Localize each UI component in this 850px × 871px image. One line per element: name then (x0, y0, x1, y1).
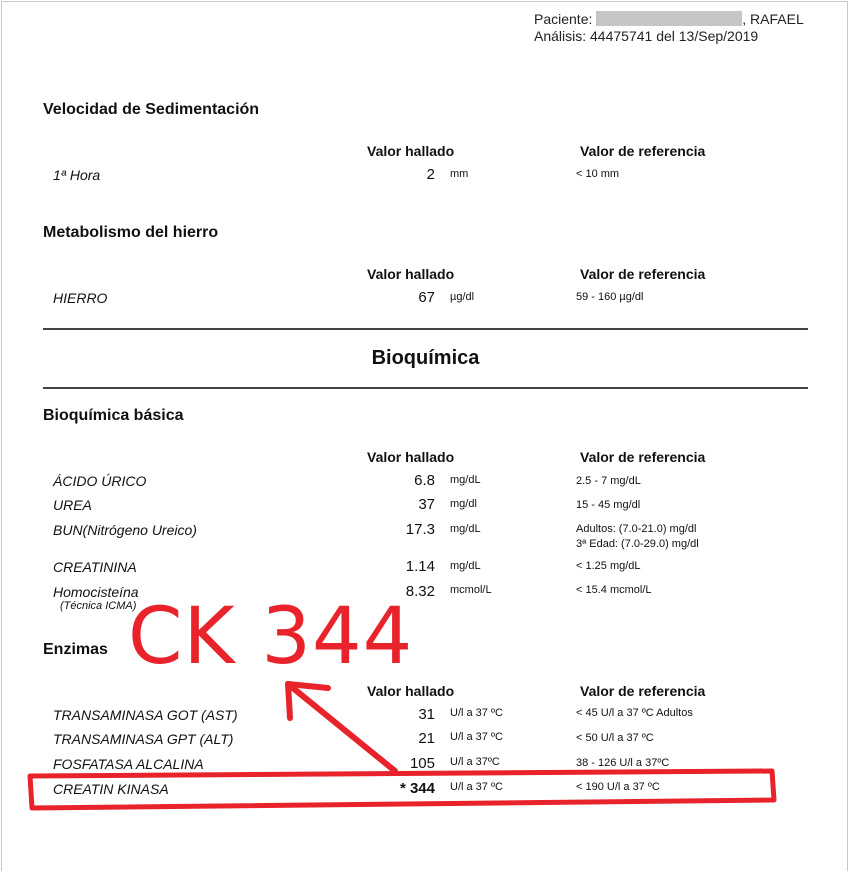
test-value: 8.32 (405, 583, 435, 600)
test-reference: < 190 U/l a 37 ºC (576, 781, 660, 793)
section-title-sedimentation: Velocidad de Sedimentación (43, 101, 260, 118)
test-reference-secondary: 3ª Edad: (7.0-29.0) mg/dl (576, 538, 699, 550)
test-name: TRANSAMINASA GPT (ALT) (53, 731, 234, 747)
patient-label: Paciente: (534, 11, 593, 27)
test-unit: mg/dL (450, 474, 481, 486)
test-name: BUN(Nitrógeno Ureico) (53, 522, 197, 538)
test-name: Homocisteína (53, 584, 139, 600)
section-title-iron: Metabolismo del hierro (43, 224, 219, 241)
analysis-line: Análisis: 44475741 del 13/Sep/2019 (534, 28, 759, 44)
test-unit: U/l a 37 ºC (450, 731, 503, 743)
test-value: 105 (409, 755, 435, 772)
test-name: FOSFATASA ALCALINA (53, 756, 204, 772)
test-value: 17.3 (405, 521, 435, 538)
test-name: ÁCIDO ÚRICO (53, 473, 147, 489)
test-name: TRANSAMINASA GOT (AST) (53, 707, 238, 723)
test-reference: < 15.4 mcmol/L (576, 584, 652, 596)
test-unit: U/l a 37ºC (450, 756, 500, 768)
patient-name: , RAFAEL (742, 11, 804, 27)
test-reference: < 50 U/l a 37 ºC (576, 732, 654, 744)
test-unit: mcmol/L (450, 584, 492, 596)
test-value: 6.8 (414, 472, 435, 489)
test-unit: mg/dl (450, 498, 477, 510)
test-unit: U/l a 37 ºC (450, 781, 503, 793)
test-unit: µg/dl (450, 291, 475, 303)
test-value: 1.14 (405, 558, 435, 575)
test-name: CREATININA (53, 559, 137, 575)
test-value: 31 (418, 706, 435, 723)
test-unit: mg/dL (450, 560, 481, 572)
col-header-value: Valor hallado (367, 143, 455, 159)
test-reference: 15 - 45 mg/dl (576, 499, 641, 511)
col-header-reference: Valor de referencia (580, 683, 706, 699)
test-reference: < 1.25 mg/dL (576, 560, 641, 572)
test-value: 21 (418, 730, 435, 747)
test-unit: mm (450, 168, 469, 180)
arrow-icon (288, 684, 395, 771)
highlight-box (30, 771, 774, 808)
test-name-flagged: CREATIN KINASA (53, 781, 169, 797)
col-header-value: Valor hallado (367, 683, 455, 699)
col-header-reference: Valor de referencia (580, 266, 706, 282)
col-header-value: Valor hallado (367, 449, 455, 465)
test-name: HIERRO (53, 290, 108, 306)
section-title-biochem-basic: Bioquímica básica (43, 407, 184, 424)
test-name: 1ª Hora (53, 167, 101, 183)
test-value: 2 (426, 166, 435, 183)
test-reference: 38 - 126 U/l a 37ºC (576, 757, 670, 769)
test-value: 67 (418, 289, 435, 306)
test-reference: 2.5 - 7 mg/dL (576, 475, 641, 487)
test-reference: < 45 U/l a 37 ºC Adultos (576, 707, 693, 719)
test-reference: < 10 mm (576, 168, 620, 180)
handwritten-annotation: CK 344 (128, 592, 414, 682)
test-value: 37 (418, 496, 435, 513)
section-title-enzymes: Enzimas (43, 641, 108, 658)
test-reference: 59 - 160 µg/dl (576, 291, 644, 303)
test-unit: U/l a 37 ºC (450, 707, 503, 719)
col-header-value: Valor hallado (367, 266, 455, 282)
test-unit: mg/dL (450, 523, 481, 535)
test-subtitle: (Técnica ICMA) (60, 600, 137, 612)
col-header-reference: Valor de referencia (580, 449, 706, 465)
main-section-title: Bioquímica (371, 347, 480, 369)
test-reference: Adultos: (7.0-21.0) mg/dl (576, 523, 697, 535)
test-name: UREA (53, 497, 92, 513)
test-value-flagged: * 344 (399, 780, 435, 797)
col-header-reference: Valor de referencia (580, 143, 706, 159)
